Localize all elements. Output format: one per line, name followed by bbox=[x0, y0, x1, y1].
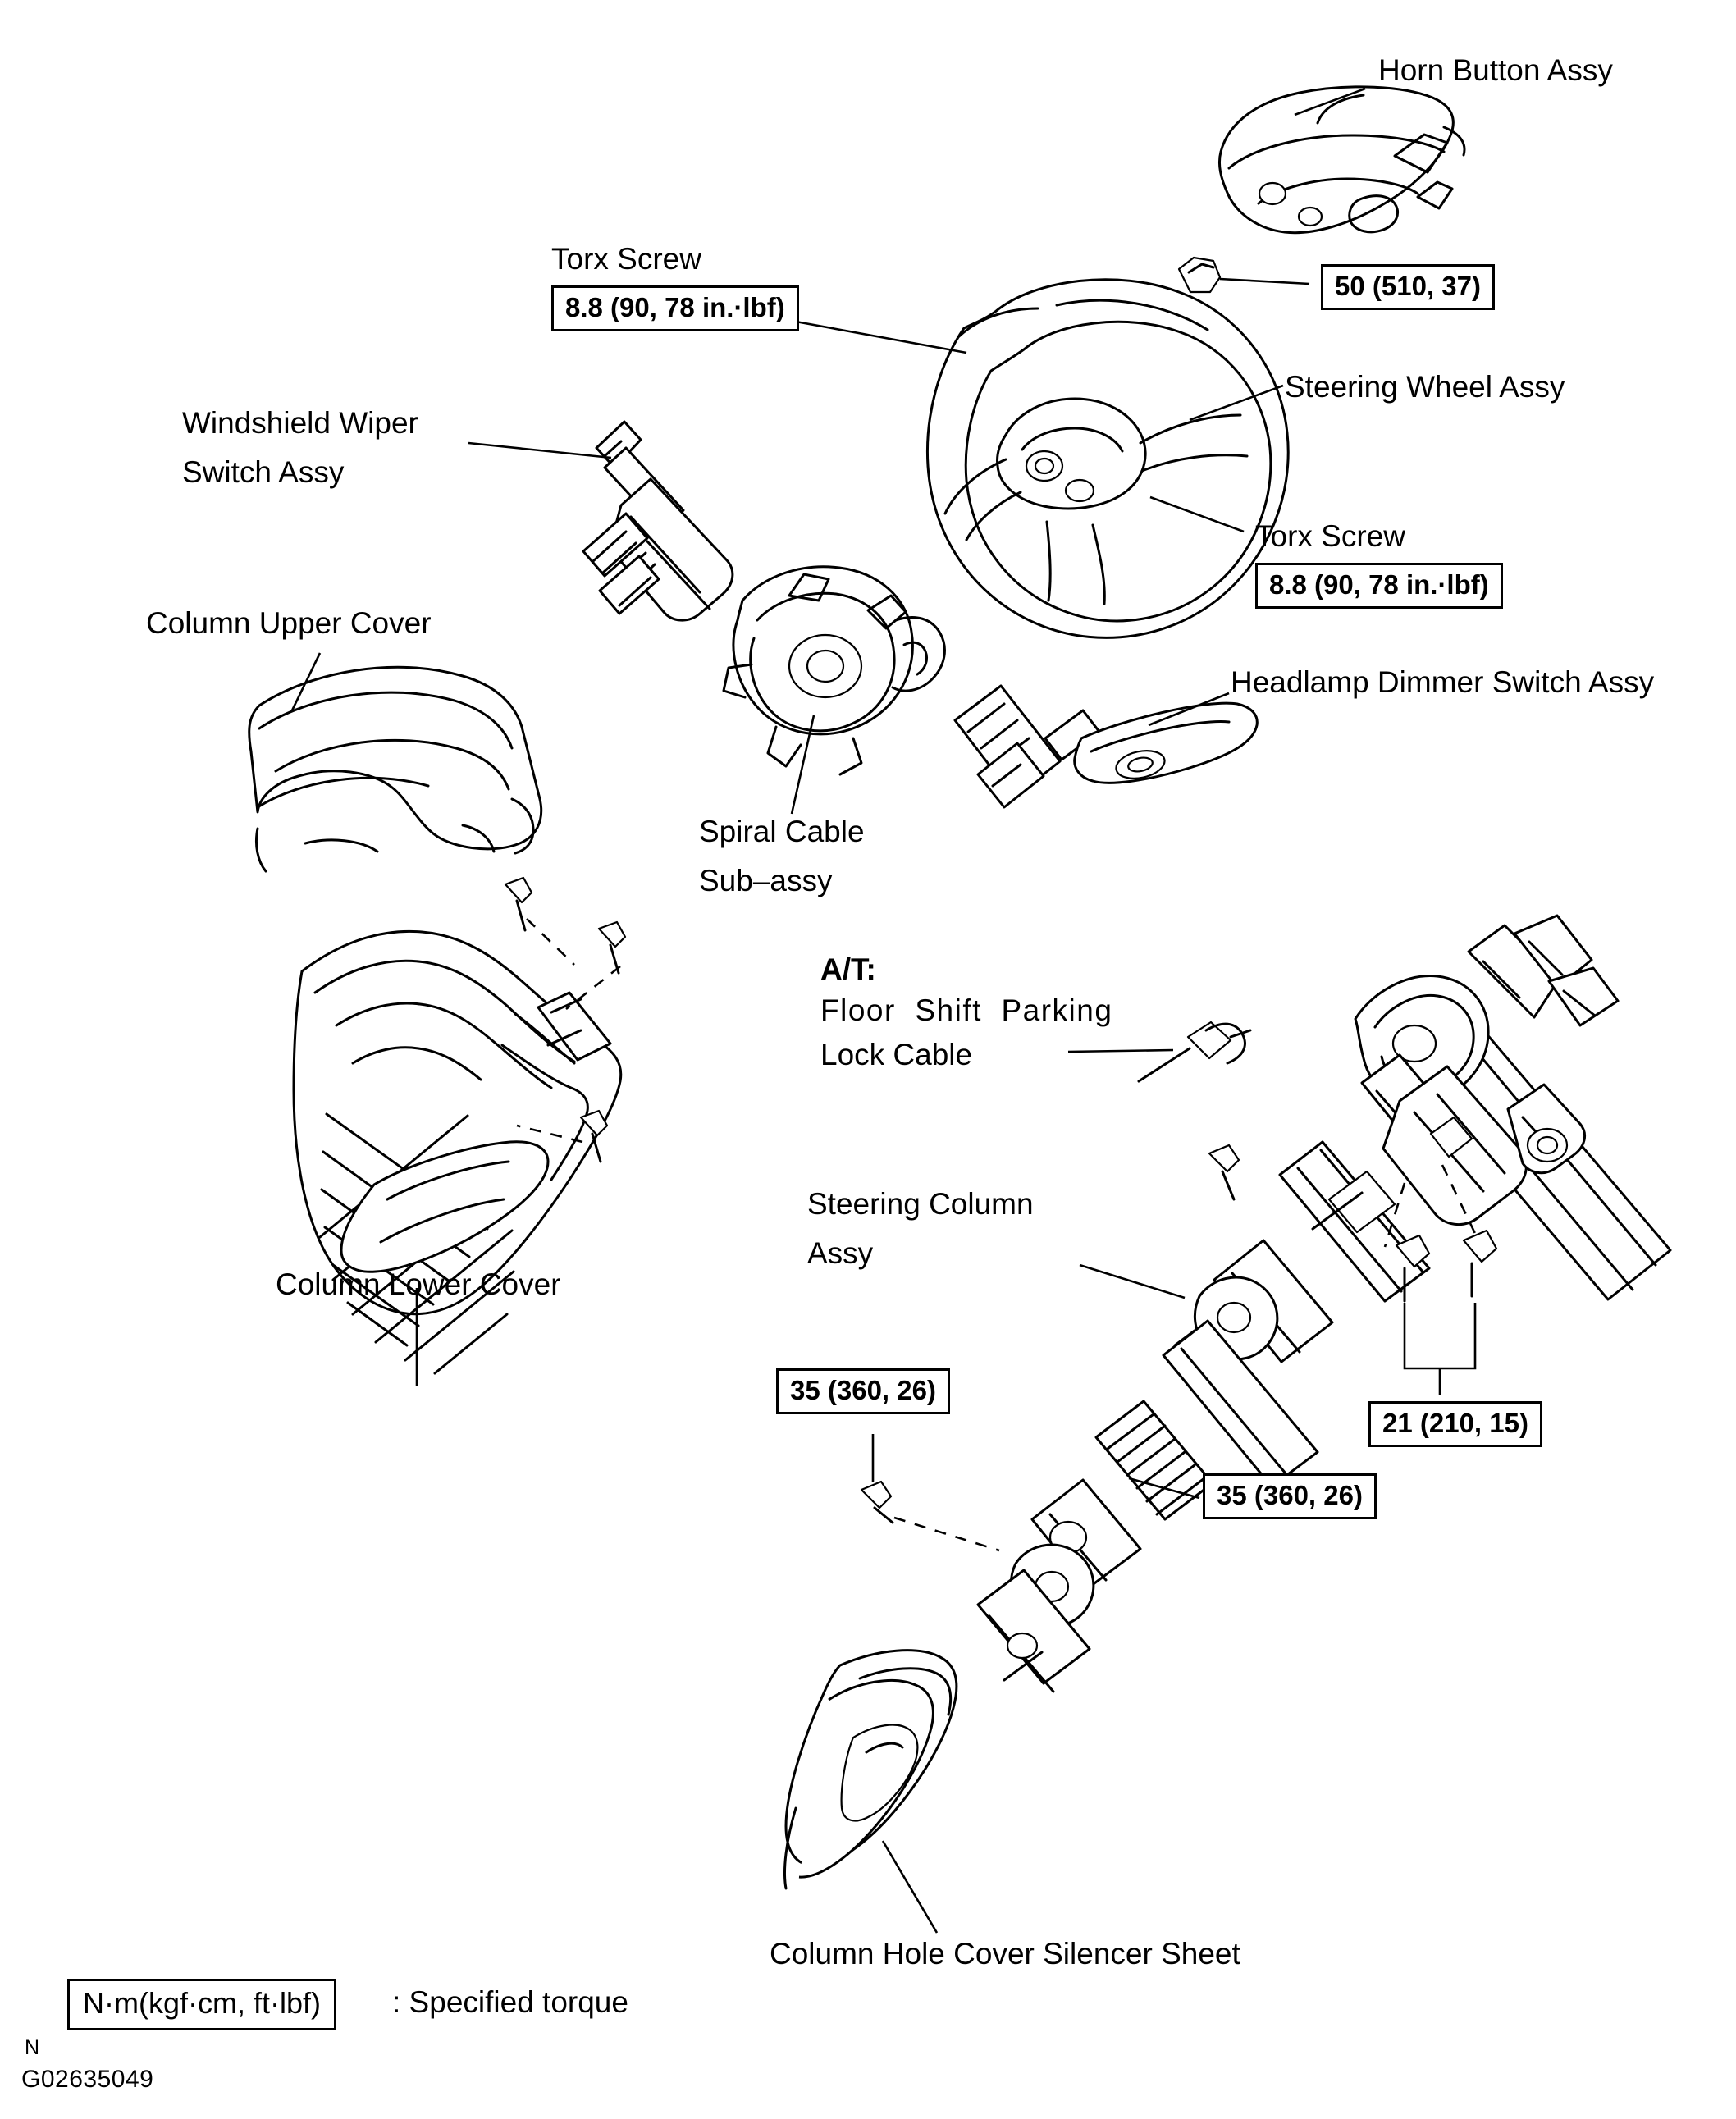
wiper-switch-art bbox=[583, 422, 733, 620]
column-lower-cover-art bbox=[294, 931, 621, 1373]
label-torx-screw-right: Torx Screw bbox=[1255, 519, 1405, 553]
spiral-cable-art bbox=[724, 567, 944, 774]
torque-horn-nut: 50 (510, 37) bbox=[1321, 264, 1495, 310]
label-at-heading: A/T: bbox=[820, 952, 876, 986]
torque-torx-right: 8.8 (90, 78 in.·lbf) bbox=[1255, 563, 1503, 609]
torque-universal-upper: 35 (360, 26) bbox=[776, 1368, 950, 1414]
label-floor-shift-line1: Floor Shift Parking bbox=[820, 993, 1113, 1027]
column-upper-cover-art bbox=[249, 667, 541, 871]
torque-column-bolts: 21 (210, 15) bbox=[1368, 1401, 1542, 1447]
label-headlamp-dimmer-switch: Headlamp Dimmer Switch Assy bbox=[1231, 665, 1655, 699]
label-steering-column-line2: Assy bbox=[807, 1236, 874, 1270]
label-windshield-wiper-switch-line1: Windshield Wiper bbox=[182, 406, 418, 440]
torque-torx-top: 8.8 (90, 78 in.·lbf) bbox=[551, 285, 799, 331]
horn-nut-art bbox=[1179, 258, 1220, 292]
label-steering-column-line1: Steering Column bbox=[807, 1187, 1034, 1221]
universal-bolt-art bbox=[861, 1482, 893, 1523]
label-column-hole-cover: Column Hole Cover Silencer Sheet bbox=[770, 1937, 1240, 1971]
corner-mark: N bbox=[25, 2036, 40, 2059]
steering-column-art bbox=[978, 916, 1670, 1692]
label-steering-wheel-assy: Steering Wheel Assy bbox=[1285, 370, 1565, 404]
parking-lock-cable-art bbox=[1139, 1022, 1250, 1081]
legend-unit-box: N·m(kgf·cm, ft·lbf) bbox=[67, 1979, 336, 2030]
column-hole-cover-art bbox=[785, 1651, 957, 1888]
label-horn-button-assy: Horn Button Assy bbox=[1378, 53, 1613, 87]
label-column-lower-cover: Column Lower Cover bbox=[276, 1267, 561, 1301]
label-floor-shift-line2: Lock Cable bbox=[820, 1038, 973, 1071]
steering-wheel-art bbox=[927, 280, 1288, 638]
figure-code: G02635049 bbox=[21, 2066, 154, 2093]
label-column-upper-cover: Column Upper Cover bbox=[146, 606, 432, 640]
label-spiral-cable-line1: Spiral Cable bbox=[699, 815, 865, 848]
label-windshield-wiper-switch-line2: Switch Assy bbox=[182, 455, 345, 489]
torque-universal-lower: 35 (360, 26) bbox=[1203, 1473, 1377, 1519]
headlamp-dimmer-art bbox=[955, 686, 1257, 807]
label-spiral-cable-line2: Sub–assy bbox=[699, 864, 833, 897]
horn-button-art bbox=[1219, 87, 1464, 233]
legend-description: : Specified torque bbox=[392, 1985, 628, 2019]
label-torx-screw-top: Torx Screw bbox=[551, 242, 701, 276]
